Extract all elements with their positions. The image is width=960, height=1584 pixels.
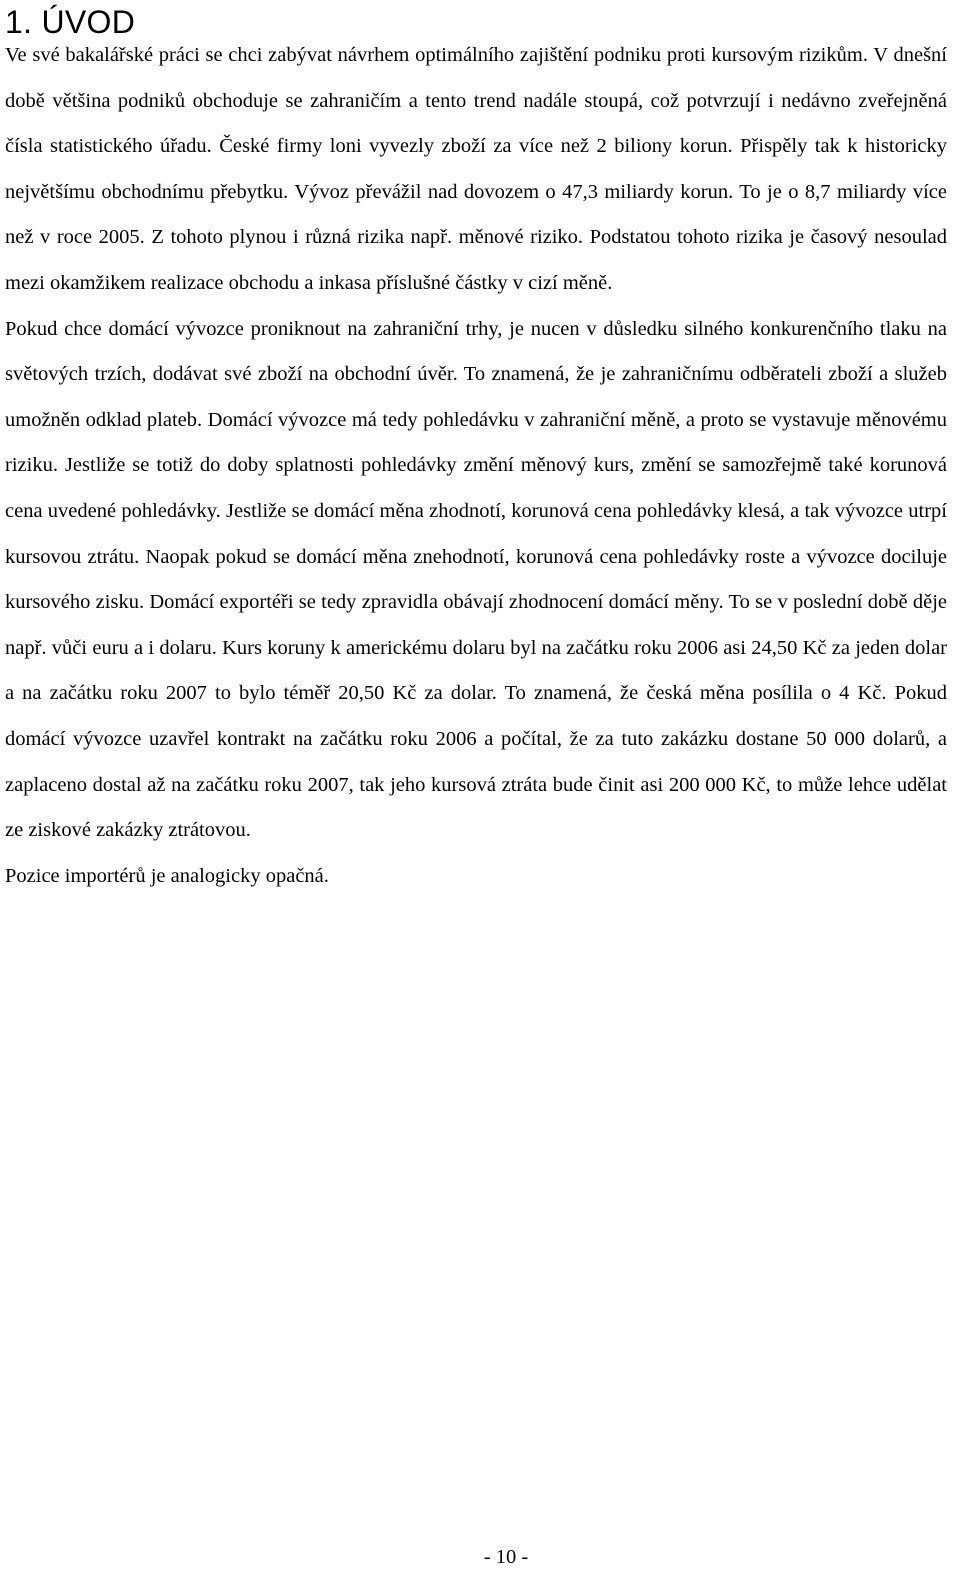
body-text xyxy=(5,33,947,899)
paragraph-intro: Ve své bakalářské práci se chci zabývat návrhem optimálního zajištění podniku proti kursovým rizikům. V dnešní době většina podniků obchoduje se zahraničím a tento trend nadále stoupá, což potvrzují i nedávno zveřejněná čísla statistického úřadu. České firmy loni vyvezly zboží za více než 2 biliony korun. Přispěly tak k historicky největšímu obchodnímu přebytku. Vývoz převážil nad dovozem o 47,3 miliardy korun. To je o 8,7 miliardy více než v roce 2005. Z tohoto plynou i různá rizika např. měnové riziko. Podstatou tohoto rizika je časový nesoulad mezi okamžikem realizace obchodu a inkasa příslušné částky v cizí měně. xyxy=(5,44,947,294)
section-heading: 1. ÚVOD xyxy=(5,4,136,40)
page-number: - 10 - xyxy=(483,1546,529,1568)
paragraph-exporter-risk: Pokud chce domácí vývozce proniknout na zahraniční trhy, je nucen v důsledku silného konkurenčního tlaku na světových trzích, dodávat své zboží na obchodní úvěr. To znamená, že je zahraničnímu odběrateli zboží a služeb umožněn odklad plateb. Domácí vývozce má tedy pohledávku v zahraniční měně, a proto se vystavuje měnovému riziku. Jestliže se totiž do doby splatnosti pohledávky změní měnový kurs, změní se samozřejmě také korunová cena uvedené pohledávky. Jestliže se domácí měna zhodnotí, korunová cena pohledávky klesá, a tak vývozce utrpí kursovou ztrátu. Naopak pokud se domácí měna znehodnotí, korunová cena pohledávky roste a vývozce dociluje kursového zisku. Domácí exportéři se tedy zpravidla obávají zhodnocení domácí měny. To se v poslední době děje např. vůči euru a i dolaru. Kurs koruny k americkému dolaru byl na začátku roku 2006 asi 24,50 Kč za jeden dolar a na začátku roku 2007 to bylo téměř 20,50 Kč za dolar. To znamená, že česká měna posílila o 4 Kč. Pokud domácí vývozce uzavřel kontrakt na začátku roku 2006 a počítal, že za tuto zakázku dostane 50 000 dolarů, a zaplaceno dostal až na začátku roku 2007, tak jeho kursová ztráta bude činit asi 200 000 Kč, to může lehce udělat ze ziskové zakázky ztrátovou. xyxy=(5,317,947,842)
paragraph-importer-position: Pozice importérů je analogicky opačná. xyxy=(5,864,329,887)
